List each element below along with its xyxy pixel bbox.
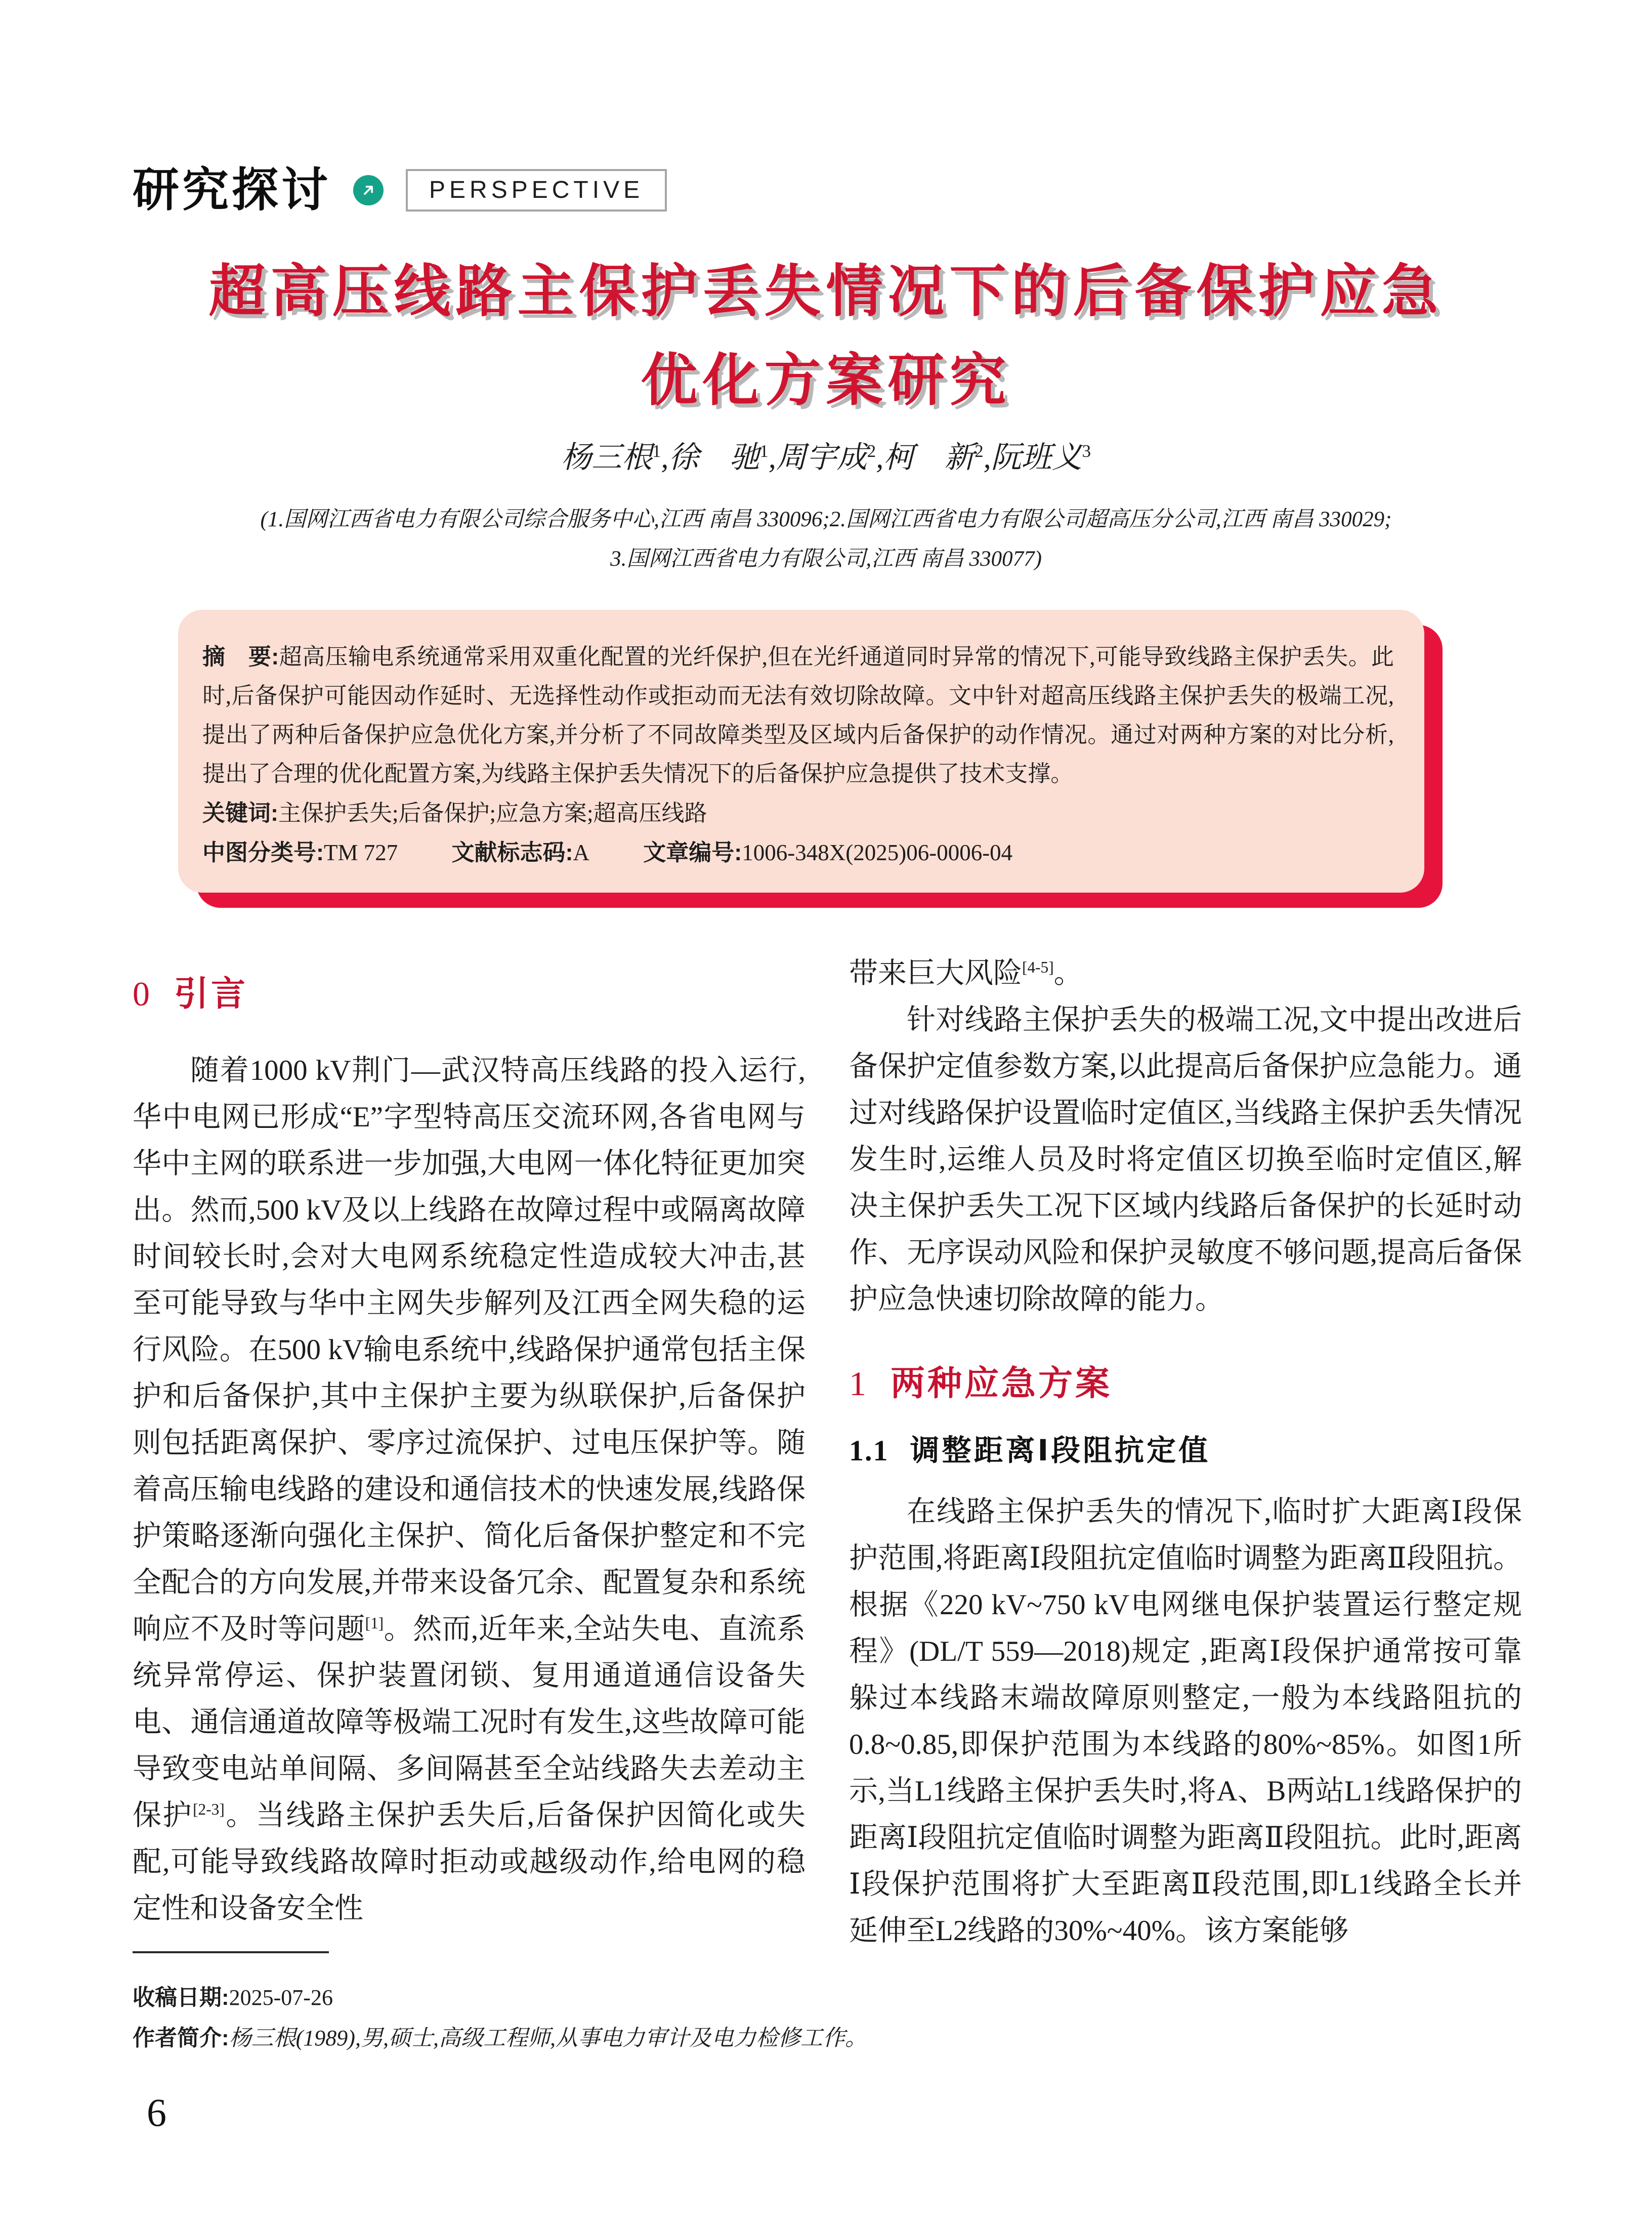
section-label: 调整距离Ⅰ段阻抗定值 <box>910 1434 1211 1467</box>
page-number: 6 <box>147 2090 166 2134</box>
article-title-line2: 优化方案研究 <box>641 349 1011 412</box>
author: 徐 驰$^1$, <box>668 441 776 474</box>
section-label: 两种应急方案 <box>891 1364 1113 1403</box>
section-label: 引言 <box>174 975 248 1013</box>
keywords-line <box>202 793 1394 833</box>
article-title-line1: 超高压线路主保护丢失情况下的后备保护应急 <box>208 260 1444 323</box>
subsection-heading <box>849 1436 1522 1465</box>
abstract-label: 摘 要: <box>202 644 279 669</box>
affiliation-line: (1.国网江西省电力有限公司综合服务中心,江西 南昌 330096;2.国网江西省电力有限公司超高压分公司,江西 南昌 330029; <box>260 508 1392 531</box>
affiliations <box>0 500 1652 579</box>
section-number: 1.1 <box>849 1434 889 1467</box>
received-date-line <box>133 1978 1145 2018</box>
column-name: 研究探讨 <box>133 164 331 216</box>
clc-group <box>202 840 398 865</box>
author-bio-line <box>133 2018 1145 2059</box>
section-number: 0 <box>133 975 150 1013</box>
author: 周宇成$^2$, <box>776 441 884 474</box>
keywords-text: 主保护丢失;后备保护;应急方案;超高压线路 <box>278 801 707 826</box>
clc-label: 中图分类号: <box>202 839 324 865</box>
abstract-paragraph <box>202 637 1394 793</box>
section-heading <box>133 977 806 1011</box>
section-number: 1 <box>849 1364 866 1403</box>
article-id-value: 1006-348X(2025)06-0006-04 <box>742 840 1013 865</box>
received-date-value: 2025-07-26 <box>229 1985 333 2010</box>
author-bio-label: 作者简介: <box>133 2026 229 2050</box>
up-right-arrow-icon <box>353 175 384 205</box>
article-title <box>0 247 1652 425</box>
section-heading <box>849 1366 1522 1401</box>
masthead <box>133 164 667 216</box>
doc-code-group <box>452 840 590 865</box>
received-date-label: 收稿日期: <box>133 1985 229 2010</box>
right-column <box>849 950 1522 1954</box>
left-column <box>133 950 806 1932</box>
author: 阮班义$^3$ <box>991 441 1091 474</box>
footnote-divider <box>133 1951 329 1953</box>
affiliation-line: 3.国网江西省电力有限公司,江西 南昌 330077) <box>610 547 1042 571</box>
doc-code-value: A <box>573 840 589 865</box>
paragraph: 带来巨大风险[4-5]。 <box>849 957 1083 989</box>
author-bio-value: 杨三根(1989),男,硕士,高级工程师,从事电力审计及电力检修工作。 <box>229 2026 867 2050</box>
author: 杨三根$^1$, <box>561 441 669 474</box>
section-en-badge: PERSPECTIVE <box>406 169 667 212</box>
meta-line <box>202 833 1394 872</box>
doc-code-label: 文献标志码: <box>451 839 573 865</box>
paragraph: 随着1000 kV荆门—武汉特高压线路的投入运行,华中电网已形成“E”字型特高压交流环网,各省电网与华中主网的联系进一步加强,大电网一体化特征更加突出。然而,500 kV及以上线路在故障过程中或隔离故障时间较长时,会对大电网系统稳定性造成较大冲击,甚至可能导致与华中主网失步解列及江西全网失稳的运行风险。在500 kV输电系统中,线路保护通常包括主保护和后备保护,其中主保护主要为纵联保护,后备保护则包括距离保护、零序过流保护、过电压保护等。随着高压输电线路的建设和通信技术的快速发展,线路保护策略逐渐向强化主保护、简化后备保护整定和不完全配合的方向发展,并带来设备冗余、配置复杂和系统响应不及时等问题[1]。然而,近年来,全站失电、直流系统异常停运、保护装置闭锁、复用通道通信设备失电、通信通道故障等极端工况时有发生,这些故障可能导致变电站单间隔、多间隔甚至全站线路失去差动主保护[2-3]。当线路主保护丢失后,后备保护因简化或失配,可能导致线路故障时拒动或越级动作,给电网的稳定性和设备安全性 <box>133 1055 806 1924</box>
authors-line <box>0 439 1652 476</box>
abstract-text: 超高压输电系统通常采用双重化配置的光纤保护,但在光纤通道同时异常的情况下,可能导致线路主保护丢失。此时,后备保护可能因动作延时、无选择性动作或拒动而无法有效切除故障。文中针对超高压线路主保护丢失的极端工况,提出了两种后备保护应急优化方案,并分析了不同故障类型及区域内后备保护的动作情况。通过对两种方案的对比分析,提出了合理的优化配置方案,为线路主保护丢失情况下的后备保护应急提供了技术支撑。 <box>202 644 1394 786</box>
footnote <box>133 1951 1145 2059</box>
paragraph: 针对线路主保护丢失的极端工况,文中提出改进后备保护定值参数方案,以此提高后备保护应急能力。通过对线路保护设置临时定值区,当线路主保护丢失情况发生时,运维人员及时将定值区切换至临时定值区,解决主保护丢失工况下区域内线路后备保护的长延时动作、无序误动风险和保护灵敏度不够问题,提高后备保护应急快速切除故障的能力。 <box>849 1004 1522 1315</box>
article-id-label: 文章编号: <box>643 839 742 865</box>
paragraph: 在线路主保护丢失的情况下,临时扩大距离Ⅰ段保护范围,将距离Ⅰ段阻抗定值临时调整为距离Ⅱ段阻抗。根据《220 kV~750 kV电网继电保护装置运行整定规程》(DL/T 559—2018)规定 ,距离Ⅰ段保护通常按可靠躲过本线路末端故障原则整定,一般为本线路阻抗的0.8~0.85,即保护范围为本线路的80%~85%。如图1所示,当L1线路主保护丢失时,将A、B两站L1线路保护的距离Ⅰ段阻抗定值临时调整为距离Ⅱ段阻抗。此时,距离Ⅰ段保护范围将扩大至距离Ⅱ段范围,即L1线路全长并延伸至L2线路的30%~40%。该方案能够 <box>849 1496 1522 1947</box>
article-id-group <box>643 840 1012 865</box>
clc-value: TM 727 <box>324 840 398 865</box>
abstract-box <box>178 610 1424 893</box>
author: 柯 新$^2$, <box>883 441 991 474</box>
keywords-label: 关键词: <box>202 800 278 826</box>
